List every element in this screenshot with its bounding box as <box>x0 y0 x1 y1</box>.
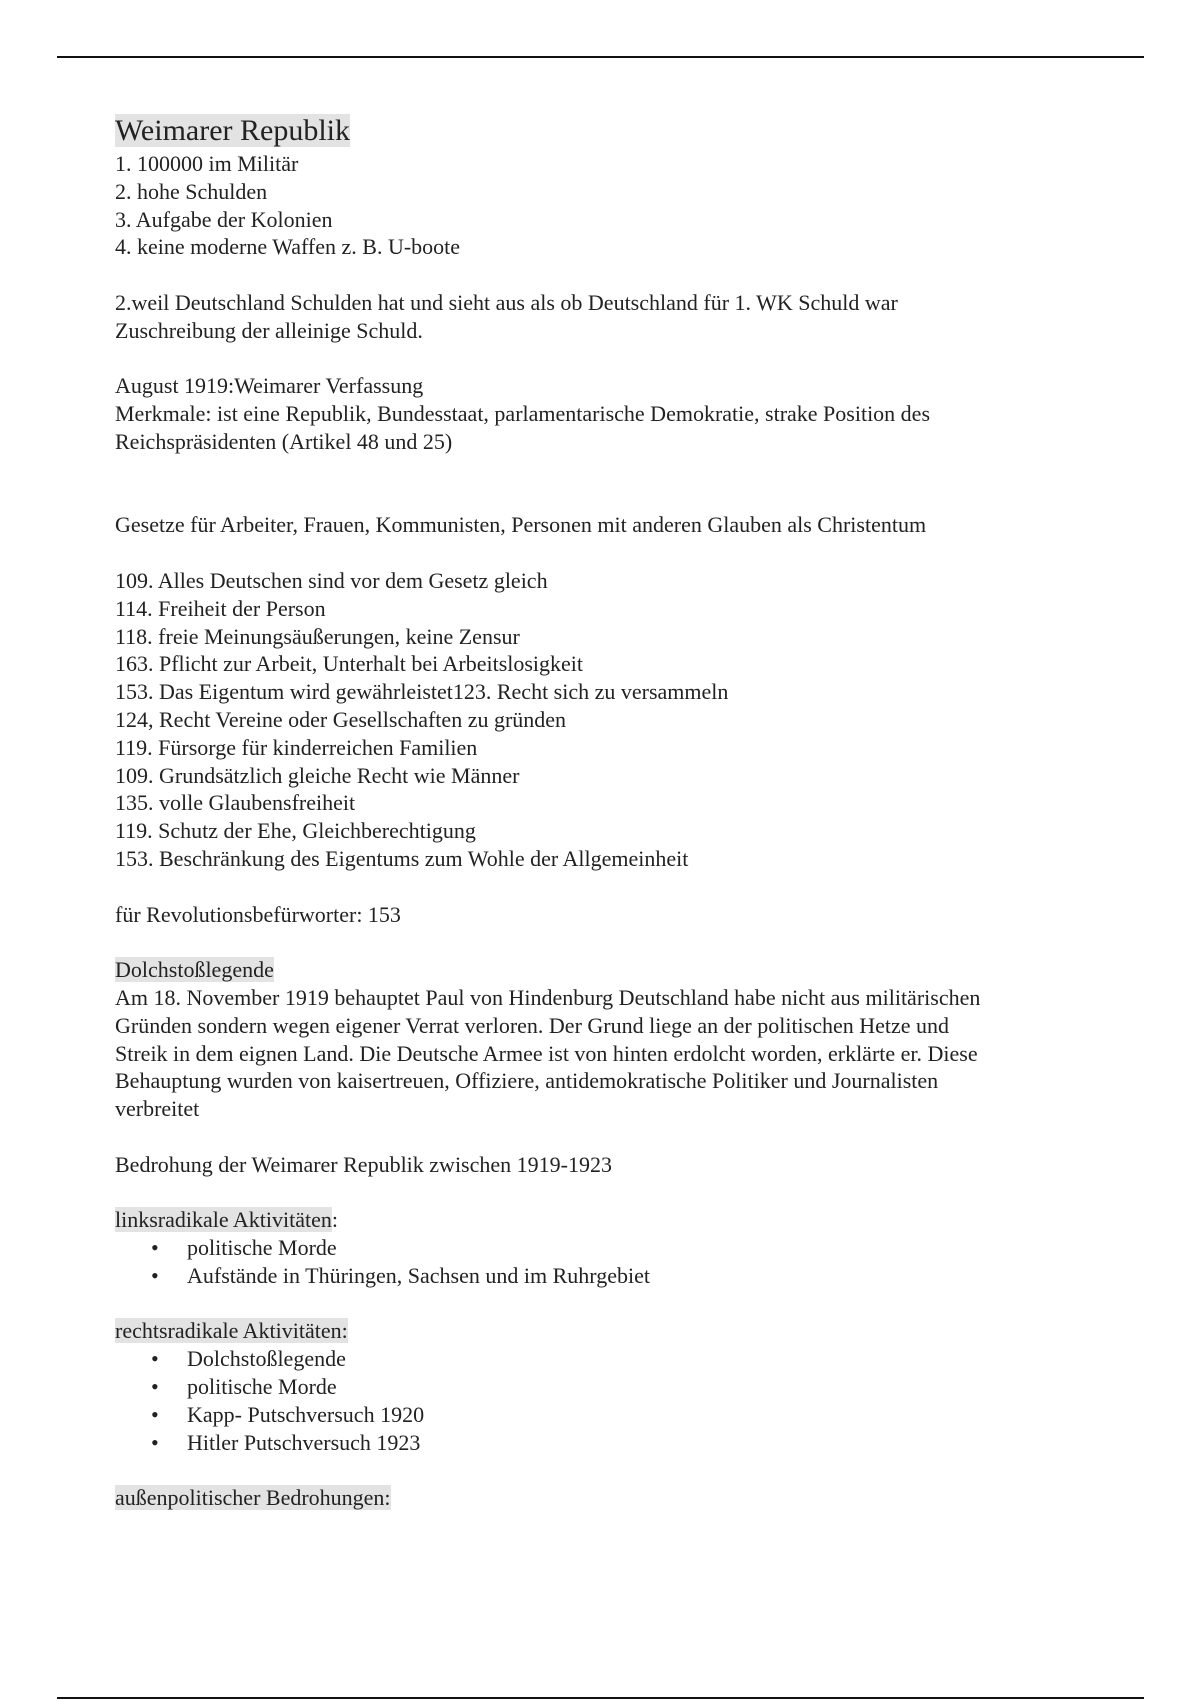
aussen-section <box>115 1484 1095 1512</box>
bullet-icon: • <box>151 1346 159 1372</box>
list-item: • Hitler Putschversuch 1923 <box>151 1429 421 1455</box>
text-line: 2.weil Deutschland Schulden hat und sieht aus als ob Deutschland für 1. WK Schuld war <box>115 289 898 315</box>
bullet-list <box>115 1345 1095 1456</box>
list-item: 2. hohe Schulden <box>115 178 268 204</box>
text-line: Gründen sondern wegen eigener Verrat verloren. Der Grund liege an der politischen Hetze und <box>115 1012 950 1038</box>
list-item: • Aufstände in Thüringen, Sachsen und im Ruhrgebiet <box>151 1262 650 1288</box>
spacer <box>115 928 1095 956</box>
article-line: 119. Schutz der Ehe, Gleichberechtigung <box>115 818 476 844</box>
spacer <box>115 345 1095 373</box>
bullet-icon: • <box>151 1374 159 1400</box>
article-line: 118. freie Meinungsäußerungen, keine Zensur <box>115 623 520 649</box>
gesetze-intro: Gesetze für Arbeiter, Frauen, Kommunisten, Personen mit anderen Glauben als Christentum <box>115 512 927 538</box>
section-heading: linksradikale Aktivitäten: <box>115 1207 339 1233</box>
article-line: 119. Fürsorge für kinderreichen Familien <box>115 734 478 760</box>
article-line: 135. volle Glaubensfreiheit <box>115 790 356 816</box>
article-line: 153. Beschränkung des Eigentums zum Wohle der Allgemeinheit <box>115 845 689 871</box>
text-line: Zuschreibung der alleinige Schuld. <box>115 317 423 343</box>
bullet-icon: • <box>151 1262 159 1288</box>
spacer <box>115 1123 1095 1151</box>
text-line: Am 18. November 1919 behauptet Paul von Hindenburg Deutschland habe nicht aus militärischen <box>115 984 981 1010</box>
article-line: 114. Freiheit der Person <box>115 595 326 621</box>
revolution-line: für Revolutionsbefürworter: 153 <box>115 901 401 927</box>
text-line: August 1919:Weimarer Verfassung <box>115 373 424 399</box>
section-heading: außenpolitischer Bedrohungen: <box>115 1485 391 1511</box>
text-line: Reichspräsidenten (Artikel 48 und 25) <box>115 428 453 454</box>
page-title: Weimarer Republik <box>115 114 351 147</box>
text-line: verbreitet <box>115 1096 200 1122</box>
rechts-section <box>115 1317 1095 1456</box>
section-heading: Dolchstoßlegende <box>115 957 274 983</box>
bullet-icon: • <box>151 1401 159 1427</box>
articles-list <box>115 567 1095 873</box>
document-body <box>115 112 1095 1512</box>
list-item: 3. Aufgabe der Kolonien <box>115 206 333 232</box>
bullet-icon: • <box>151 1235 159 1261</box>
article-line: 153. Das Eigentum wird gewährleistet123. Recht sich zu versammeln <box>115 679 729 705</box>
dolchstoss-section <box>115 956 1095 1123</box>
list-item: • politische Morde <box>151 1235 337 1261</box>
list-item: • Kapp- Putschversuch 1920 <box>151 1401 425 1427</box>
bullet-icon: • <box>151 1429 159 1455</box>
list-item: • politische Morde <box>151 1374 337 1400</box>
bedrohung-heading: Bedrohung der Weimarer Republik zwischen 1919-1923 <box>115 1151 612 1177</box>
schuld-paragraph <box>115 289 1095 345</box>
bullet-list <box>115 1234 1095 1290</box>
list-item: 4. keine moderne Waffen z. B. U-boote <box>115 234 461 260</box>
article-line: 109. Grundsätzlich gleiche Recht wie Männer <box>115 762 520 788</box>
article-line: 124, Recht Vereine oder Gesellschaften zu gründen <box>115 706 567 732</box>
verfassung-paragraph <box>115 372 1095 455</box>
spacer <box>115 1456 1095 1484</box>
spacer <box>115 1290 1095 1318</box>
header-rule <box>57 56 1144 58</box>
text-line: Merkmale: ist eine Republik, Bundesstaat, parlamentarische Demokratie, strake Position des <box>115 401 931 427</box>
links-section <box>115 1206 1095 1289</box>
spacer <box>115 456 1095 512</box>
spacer <box>115 1178 1095 1206</box>
spacer <box>115 261 1095 289</box>
spacer <box>115 873 1095 901</box>
consequences-list <box>115 150 1095 261</box>
spacer <box>115 539 1095 567</box>
text-line: Behauptung wurden von kaisertreuen, Offiziere, antidemokratische Politiker und Journalisten <box>115 1068 939 1094</box>
text-line: Streik in dem eignen Land. Die Deutsche Armee ist von hinten erdolcht worden, erklärte er. Diese <box>115 1040 978 1066</box>
section-heading: rechtsradikale Aktivitäten: <box>115 1318 348 1344</box>
footer-rule <box>57 1697 1144 1699</box>
article-line: 109. Alles Deutschen sind vor dem Gesetz gleich <box>115 567 548 593</box>
list-item: 1. 100000 im Militär <box>115 151 299 176</box>
list-item: • Dolchstoßlegende <box>151 1346 346 1372</box>
article-line: 163. Pflicht zur Arbeit, Unterhalt bei Arbeitslosigkeit <box>115 651 584 677</box>
